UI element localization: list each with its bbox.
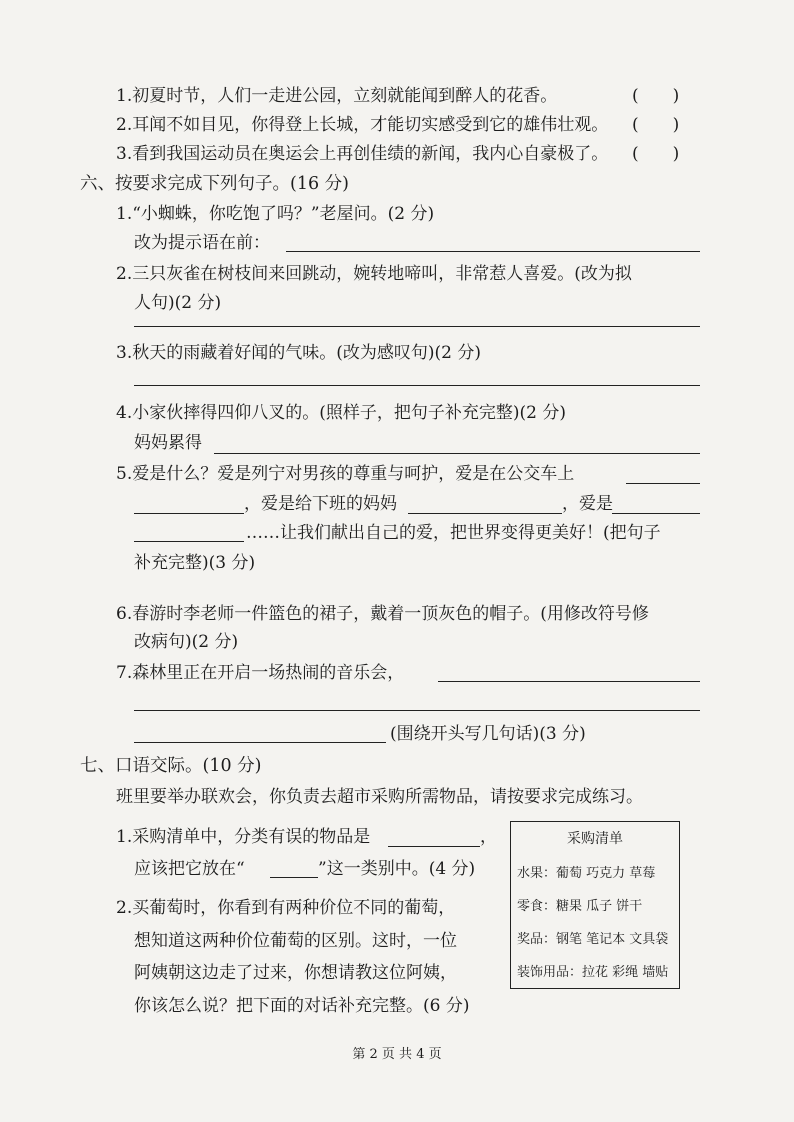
s6-q7-answer-line-3[interactable]: [134, 742, 386, 743]
s6-q5-mid1: ，爱是给下班的妈妈: [244, 494, 397, 514]
shopping-list-title: 采购清单: [567, 831, 623, 847]
s6-q3: 3.秋天的雨藏着好闻的气味。(改为感叹句)(2 分): [116, 343, 481, 363]
judge-paren-2[interactable]: ( ): [632, 115, 680, 135]
judge-item-3: 3.看到我国运动员在奥运会上再创佳绩的新闻，我内心自豪极了。: [116, 144, 609, 164]
s7-q2-line2: 想知道这两种价位葡萄的区别。这时，一位: [134, 931, 457, 951]
section7-title: 七、口语交际。(10 分): [80, 756, 262, 776]
page-number: 第 2 页 共 4 页: [352, 1047, 442, 1062]
s7-q1-blank-2[interactable]: [270, 877, 318, 878]
s6-q5-blank-5[interactable]: [134, 541, 244, 542]
shopping-list-row-snack: 零食：糖果 瓜子 饼干: [517, 899, 643, 914]
judge-item-2: 2.耳闻不如目见，你得登上长城，才能切实感受到它的雄伟壮观。: [116, 115, 609, 135]
s7-q2-line4: 你该怎么说？把下面的对话补充完整。(6 分): [134, 996, 470, 1016]
s6-q7: 7.森林里正在开启一场热闹的音乐会，: [116, 663, 405, 683]
s7-q2-line1: 2.买葡萄时，你看到有两种价位不同的葡萄，: [116, 898, 456, 918]
s6-q2-line2: 人句)(2 分): [134, 293, 222, 313]
s6-q5-blank-2[interactable]: [134, 513, 244, 514]
judge-paren-3[interactable]: ( ): [632, 144, 680, 164]
s7-q1-line2b: ”这一类别中。(4 分): [318, 859, 476, 879]
s6-q6-line2: 改病句)(2 分): [134, 632, 239, 652]
s6-q4: 4.小家伙摔得四仰八叉的。(照样子，把句子补充完整)(2 分): [116, 403, 566, 423]
s6-q4-answer-line[interactable]: [214, 453, 700, 454]
shopping-list-row-prize: 奖品：钢笔 笔记本 文具袋: [517, 932, 669, 947]
s6-q3-answer-line[interactable]: [134, 385, 700, 386]
s7-q1-blank-1[interactable]: [388, 846, 480, 847]
s6-q2-answer-line[interactable]: [134, 326, 700, 327]
s6-q5-blank-1[interactable]: [626, 483, 700, 484]
judge-item-1: 1.初夏时节，人们一走进公园，立刻就能闻到醉人的花香。: [116, 86, 558, 106]
s6-q5-line3: ……让我们献出自己的爱，把世界变得更美好！(把句子: [246, 523, 661, 543]
shopping-list-box: [510, 821, 680, 989]
s6-q1-answer-line[interactable]: [286, 251, 700, 252]
s7-q1-line1: 1.采购清单中，分类有误的物品是: [116, 827, 371, 847]
s6-q7-tail: (围绕开头写几句话)(3 分): [390, 724, 586, 744]
s6-q7-answer-line-2[interactable]: [134, 710, 700, 711]
s6-q7-answer-line-1[interactable]: [438, 681, 700, 682]
section6-title: 六、按要求完成下列句子。(16 分): [80, 174, 349, 194]
s6-q5-mid2: ，爱是: [562, 494, 613, 514]
s6-q5-line1: 5.爱是什么？爱是列宁对男孩的尊重与呵护，爱是在公交车上: [116, 464, 575, 484]
s6-q4-prompt: 妈妈累得: [134, 433, 202, 453]
s7-q1-line2a: 应该把它放在“: [134, 859, 245, 879]
s7-q2-line3: 阿姨朝这边走了过来，你想请教这位阿姨，: [134, 963, 457, 983]
shopping-list-row-decor: 装饰用品：拉花 彩绳 墙贴: [517, 965, 669, 980]
s6-q1-prompt: 改为提示语在前：: [134, 233, 270, 253]
s7-intro: 班里要举办联欢会，你负责去超市采购所需物品，请按要求完成练习。: [116, 787, 643, 807]
shopping-list-row-fruit: 水果：葡萄 巧克力 草莓: [517, 866, 656, 881]
s6-q5-line4: 补充完整)(3 分): [134, 553, 256, 573]
s6-q6-line1: 6.春游时李老师一件篮色的裙子，戴着一顶灰色的帽子。(用修改符号修: [116, 604, 649, 624]
s7-q1-comma: ，: [480, 827, 497, 847]
judge-paren-1[interactable]: ( ): [632, 86, 680, 106]
s6-q5-blank-4[interactable]: [612, 513, 700, 514]
s6-q2-line1: 2.三只灰雀在树枝间来回跳动，婉转地啼叫，非常惹人喜爱。(改为拟: [116, 264, 632, 284]
s6-q5-blank-3[interactable]: [408, 513, 562, 514]
s6-q1: 1.“小蜘蛛，你吃饱了吗？”老屋问。(2 分): [116, 204, 435, 224]
